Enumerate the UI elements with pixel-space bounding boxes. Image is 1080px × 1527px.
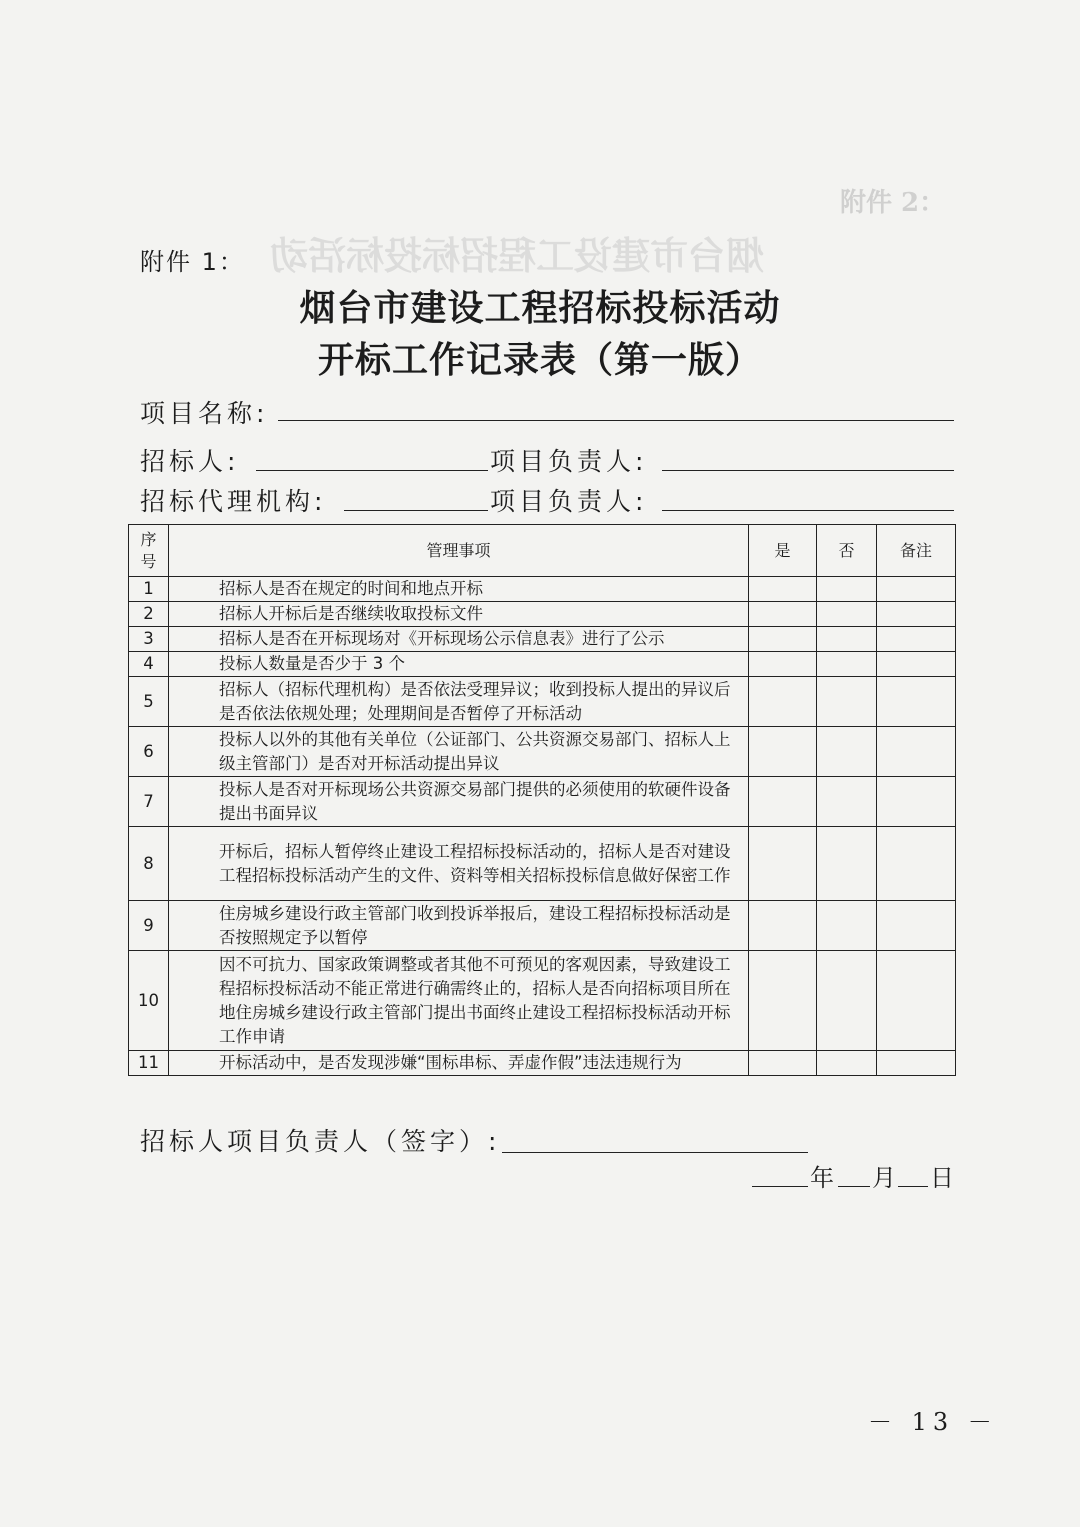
row-remark-cell[interactable] <box>877 951 956 1051</box>
table-row <box>129 652 956 677</box>
month-blank[interactable] <box>838 1186 870 1187</box>
row-yes-cell[interactable] <box>749 951 817 1051</box>
agency-line[interactable] <box>344 510 488 511</box>
table-row <box>129 627 956 652</box>
signature-label: 招标人项目负责人（签字）: <box>140 1127 501 1156</box>
header-item: 管理事项 <box>169 525 749 577</box>
row-number: 10 <box>129 951 169 1051</box>
row-yes-cell[interactable] <box>749 1051 817 1076</box>
tenderer-label: 招标人: <box>140 447 240 476</box>
signature-line[interactable] <box>502 1152 808 1153</box>
row-yes-cell[interactable] <box>749 602 817 627</box>
table-header-row <box>129 525 956 577</box>
row-number: 8 <box>129 827 169 901</box>
row-remark-cell[interactable] <box>877 627 956 652</box>
row-remark-cell[interactable] <box>877 827 956 901</box>
row-remark-cell[interactable] <box>877 677 956 727</box>
row-number: 7 <box>129 777 169 827</box>
bleed-through-title: 烟台市建设工程招标投标活动 <box>270 233 765 278</box>
row-number: 4 <box>129 652 169 677</box>
row-remark-cell[interactable] <box>877 727 956 777</box>
table-row <box>129 901 956 951</box>
day-label: 日 <box>930 1164 954 1192</box>
row-no-cell[interactable] <box>817 627 877 652</box>
row-yes-cell[interactable] <box>749 677 817 727</box>
opening-record-table <box>128 524 956 1076</box>
row-remark-cell[interactable] <box>877 652 956 677</box>
row-no-cell[interactable] <box>817 1051 877 1076</box>
row-item-text: 开标活动中，是否发现涉嫌“围标串标、弄虚作假”违法违规行为 <box>169 1051 749 1076</box>
row-item-text: 投标人数量是否少于 3 个 <box>169 652 749 677</box>
row-no-cell[interactable] <box>817 652 877 677</box>
row-number: 2 <box>129 602 169 627</box>
row-remark-cell[interactable] <box>877 1051 956 1076</box>
row-no-cell[interactable] <box>817 827 877 901</box>
row-no-cell[interactable] <box>817 777 877 827</box>
row-no-cell[interactable] <box>817 727 877 777</box>
table-row <box>129 827 956 901</box>
year-blank[interactable] <box>752 1186 808 1187</box>
row-number: 9 <box>129 901 169 951</box>
row-no-cell[interactable] <box>817 602 877 627</box>
row-item-text: 招标人是否在开标现场对《开标现场公示信息表》进行了公示 <box>169 627 749 652</box>
table-row <box>129 577 956 602</box>
row-number: 6 <box>129 727 169 777</box>
month-label: 月 <box>872 1164 896 1192</box>
bleed-through-attachment: 附件 2： <box>840 188 946 218</box>
row-no-cell[interactable] <box>817 577 877 602</box>
row-no-cell[interactable] <box>817 951 877 1051</box>
year-label: 年 <box>810 1164 834 1192</box>
day-blank[interactable] <box>898 1186 928 1187</box>
row-yes-cell[interactable] <box>749 627 817 652</box>
row-yes-cell[interactable] <box>749 901 817 951</box>
row-item-text: 投标人是否对开标现场公共资源交易部门提供的必须使用的软硬件设备提出书面异议 <box>169 777 749 827</box>
tenderer-line[interactable] <box>256 470 488 471</box>
page-number: － 13 － <box>868 1408 998 1436</box>
row-remark-cell[interactable] <box>877 602 956 627</box>
page-title: 烟台市建设工程招标投标活动 <box>299 287 781 329</box>
project-lead-label: 项目负责人: <box>490 447 648 476</box>
table-row <box>129 777 956 827</box>
row-remark-cell[interactable] <box>877 777 956 827</box>
row-yes-cell[interactable] <box>749 577 817 602</box>
row-yes-cell[interactable] <box>749 777 817 827</box>
agency-label: 招标代理机构: <box>140 487 327 516</box>
project-name-line[interactable] <box>278 420 954 421</box>
agency-lead-line[interactable] <box>662 510 954 511</box>
table-row <box>129 951 956 1051</box>
project-name-label: 项目名称: <box>140 399 269 428</box>
row-yes-cell[interactable] <box>749 727 817 777</box>
agency-lead-label: 项目负责人: <box>490 487 648 516</box>
table-row <box>129 727 956 777</box>
row-yes-cell[interactable] <box>749 827 817 901</box>
attachment-label: 附件 1： <box>140 248 245 276</box>
header-seq: 序号 <box>129 525 169 577</box>
row-item-text: 住房城乡建设行政主管部门收到投诉举报后，建设工程招标投标活动是否按照规定予以暂停 <box>169 901 749 951</box>
row-item-text: 投标人以外的其他有关单位（公证部门、公共资源交易部门、招标人上级主管部门）是否对开标活动提出异议 <box>169 727 749 777</box>
header-no: 否 <box>817 525 877 577</box>
row-item-text: 招标人（招标代理机构）是否依法受理异议；收到投标人提出的异议后是否依法依规处理；处理期间是否暂停了开标活动 <box>169 677 749 727</box>
row-number: 5 <box>129 677 169 727</box>
project-lead-line[interactable] <box>662 470 954 471</box>
row-item-text: 招标人开标后是否继续收取投标文件 <box>169 602 749 627</box>
page-subtitle: 开标工作记录表（第一版） <box>317 339 762 381</box>
header-yes: 是 <box>749 525 817 577</box>
row-remark-cell[interactable] <box>877 901 956 951</box>
table-row <box>129 1051 956 1076</box>
row-number: 3 <box>129 627 169 652</box>
row-item-text: 开标后，招标人暂停终止建设工程招标投标活动的，招标人是否对建设工程招标投标活动产生的文件、资料等相关招标投标信息做好保密工作 <box>169 827 749 901</box>
row-remark-cell[interactable] <box>877 577 956 602</box>
header-remark: 备注 <box>877 525 956 577</box>
row-yes-cell[interactable] <box>749 652 817 677</box>
row-number: 1 <box>129 577 169 602</box>
row-number: 11 <box>129 1051 169 1076</box>
row-item-text: 因不可抗力、国家政策调整或者其他不可预见的客观因素，导致建设工程招标投标活动不能正常进行确需终止的，招标人是否向招标项目所在地住房城乡建设行政主管部门提出书面终止建设工程招标投标活动开标工作申请 <box>169 951 749 1051</box>
table-row <box>129 602 956 627</box>
row-no-cell[interactable] <box>817 677 877 727</box>
row-no-cell[interactable] <box>817 901 877 951</box>
table-row <box>129 677 956 727</box>
row-item-text: 招标人是否在规定的时间和地点开标 <box>169 577 749 602</box>
